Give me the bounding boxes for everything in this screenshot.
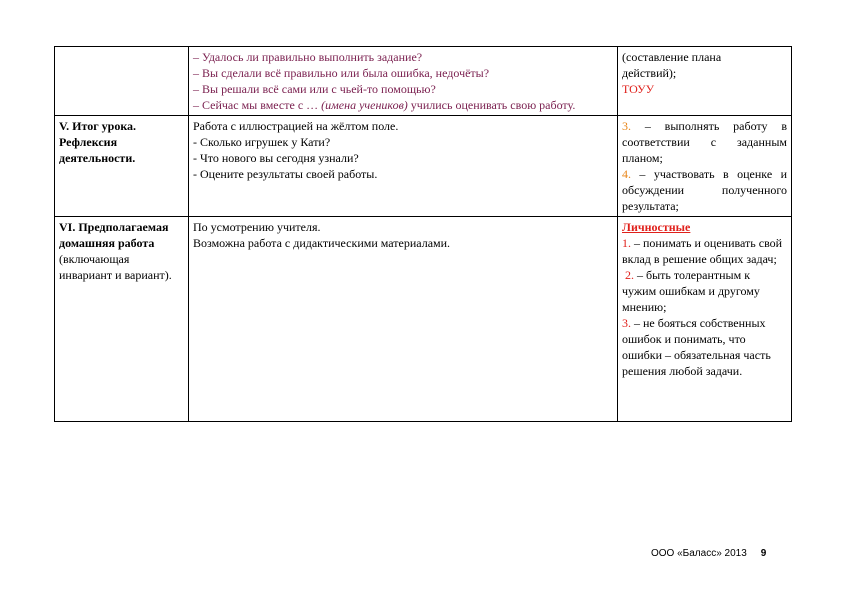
uud-tag: ТОУУ [622, 82, 655, 96]
page-number: 9 [760, 548, 767, 559]
stage-cell [55, 47, 189, 116]
question-line: – Сейчас мы вместе с … (имена учеников) учились оценивать свою работу. [193, 98, 576, 112]
uud-cell [618, 47, 792, 116]
page-footer [651, 548, 766, 559]
content-line: - Сколько игрушек у Кати? [193, 135, 331, 149]
uud-cell [618, 217, 792, 422]
table-row [55, 116, 792, 217]
uud-item: 3. – выполнять работу в соответствии с заданным планом; [622, 119, 787, 165]
table-row [55, 47, 792, 116]
question-line: – Удалось ли правильно выполнить задание? [193, 50, 423, 64]
question-line: – Вы решали всё сами или с чьей-то помощью? [193, 82, 436, 96]
stage-cell [55, 217, 189, 422]
uud-item: 1. – понимать и оценивать свой вклад в решение общих задач; [622, 236, 783, 266]
content-cell [189, 116, 618, 217]
content-line: Возможна работа с дидактическими материалами. [193, 236, 451, 250]
content-line: По усмотрению учителя. [193, 220, 321, 234]
content-line: Работа с иллюстрацией на жёлтом поле. [193, 119, 399, 133]
uud-cell [618, 116, 792, 217]
publisher-label: ООО «Баласс» 2013 [651, 548, 747, 559]
uud-text: действий); [622, 66, 677, 80]
content-line: - Оцените результаты своей работы. [193, 167, 378, 181]
stage-title: V. Итог урока. Рефлексия деятельности. [59, 119, 137, 165]
content-cell [189, 217, 618, 422]
lesson-table [54, 46, 792, 422]
content-line: - Что нового вы сегодня узнали? [193, 151, 359, 165]
stage-cell [55, 116, 189, 217]
uud-item: 2. – быть толерантным к чужим ошибкам и другому мнению; [622, 268, 760, 314]
content-cell [189, 47, 618, 116]
uud-heading: Личностные [622, 220, 691, 234]
stage-title: VI. Предполагаемая домашняя работа [59, 220, 169, 250]
stage-note: (включающая инвариант и вариант). [59, 252, 172, 282]
question-line: – Вы сделали всё правильно или была ошибка, недочёты? [193, 66, 490, 80]
uud-item: 3. – не бояться собственных ошибок и понимать, что ошибки – обязательная часть решения любой задачи. [622, 316, 771, 378]
uud-item: 4. – участвовать в оценке и обсуждении полученного результата; [622, 167, 787, 213]
table-row [55, 217, 792, 422]
uud-text: (составление плана [622, 50, 722, 64]
